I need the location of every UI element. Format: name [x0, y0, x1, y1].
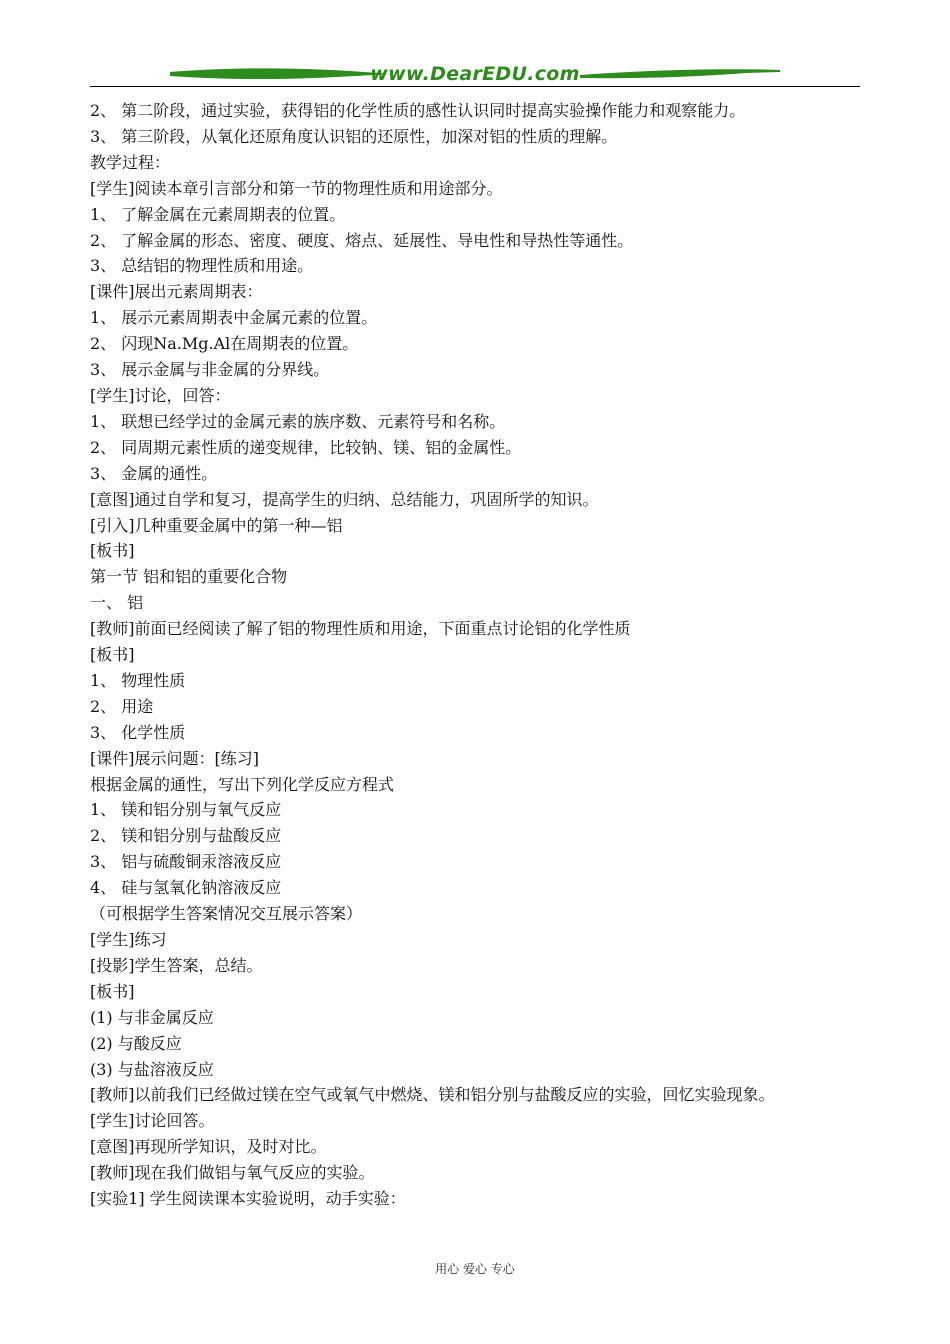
text-line: 3、 第三阶段，从氧化还原角度认识铝的还原性，加深对铝的性质的理解。	[90, 126, 618, 146]
site-logo[interactable]: www.DearEDU.com	[370, 63, 580, 85]
text-line: [意图]再现所学知识，及时对比。	[90, 1137, 327, 1157]
text-line: 2、 了解金属的形态、密度、硬度、熔点、延展性、导电性和导热性等通性。	[90, 230, 634, 250]
text-line: [板书]	[90, 645, 135, 665]
text-line: 1、 镁和铝分别与氧气反应	[90, 800, 282, 820]
text-line: 1、 展示元素周期表中金属元素的位置。	[90, 308, 378, 328]
page-footer: 用心 爱心 专心	[435, 1262, 515, 1276]
text-line: [实验1] 学生阅读课本实验说明，动手实验：	[90, 1189, 406, 1209]
text-line: (2) 与酸反应	[90, 1033, 182, 1053]
text-line: [引入]几种重要金属中的第一种—铝	[90, 515, 343, 535]
text-line: 2、 用途	[90, 696, 154, 716]
text-line: [教师]前面已经阅读了解了铝的物理性质和用途，下面重点讨论铝的化学性质	[90, 619, 631, 639]
text-paragraph: [教师]以前我们已经做过镁在空气或氧气中燃烧、镁和铝分别与盐酸反应的实验，回忆实验现象。	[90, 1085, 775, 1105]
text-line: 教学过程：	[90, 152, 171, 172]
text-line: 3、 展示金属与非金属的分界线。	[90, 360, 330, 380]
text-line: [课件]展出元素周期表：	[90, 282, 263, 302]
text-line: 3、 总结铝的物理性质和用途。	[90, 256, 314, 276]
text-line: 3、 金属的通性。	[90, 463, 218, 483]
text-line: 2、 闪现Na.Mg.Al在周期表的位置。	[90, 334, 359, 354]
subsection-title: 一、 铝	[90, 593, 144, 613]
text-line: 2、 第二阶段，通过实验，获得铝的化学性质的感性认识同时提高实验操作能力和观察能力。	[90, 101, 746, 120]
text-line: [学生]练习	[90, 930, 167, 949]
text-line: 2、 同周期元素性质的递变规律，比较钠、镁、铝的金属性。	[90, 437, 522, 457]
text-line: [意图]通过自学和复习，提高学生的归纳、总结能力，巩固所学的知识。	[90, 489, 599, 509]
text-line: [板书]	[90, 541, 135, 561]
text-line: [学生]阅读本章引言部分和第一节的物理性质和用途部分。	[90, 178, 503, 198]
site-header	[90, 62, 860, 88]
text-line: [学生]讨论回答。	[90, 1111, 215, 1131]
text-line: [学生]讨论，回答：	[90, 385, 231, 405]
text-line: 1、 物理性质	[90, 670, 186, 690]
text-line: [教师]现在我们做铝与氧气反应的实验。	[90, 1163, 375, 1183]
text-line: [投影]学生答案，总结。	[90, 955, 263, 975]
header-rule	[90, 86, 860, 87]
text-line: （可根据学生答案情况交互展示答案）	[90, 904, 363, 924]
text-line: 2、 镁和铝分别与盐酸反应	[90, 826, 282, 846]
text-line: 根据金属的通性，写出下列化学反应方程式	[90, 774, 395, 794]
text-line: 3、 化学性质	[90, 722, 186, 742]
document-body	[90, 98, 865, 1212]
text-line: 3、 铝与硫酸铜汞溶液反应	[90, 852, 282, 872]
text-line: (1) 与非金属反应	[90, 1007, 214, 1027]
section-title: 第一节 铝和铝的重要化合物	[90, 567, 288, 587]
text-line: [课件]展示问题：[练习]	[90, 748, 259, 768]
text-line: 1、 联想已经学过的金属元素的族序数、元素符号和名称。	[90, 411, 506, 431]
text-line: 4、 硅与氢氧化钠溶液反应	[90, 878, 282, 898]
text-line: 1、 了解金属在元素周期表的位置。	[90, 204, 346, 224]
text-line: (3) 与盐溶液反应	[90, 1059, 214, 1079]
text-line: [板书]	[90, 981, 135, 1001]
